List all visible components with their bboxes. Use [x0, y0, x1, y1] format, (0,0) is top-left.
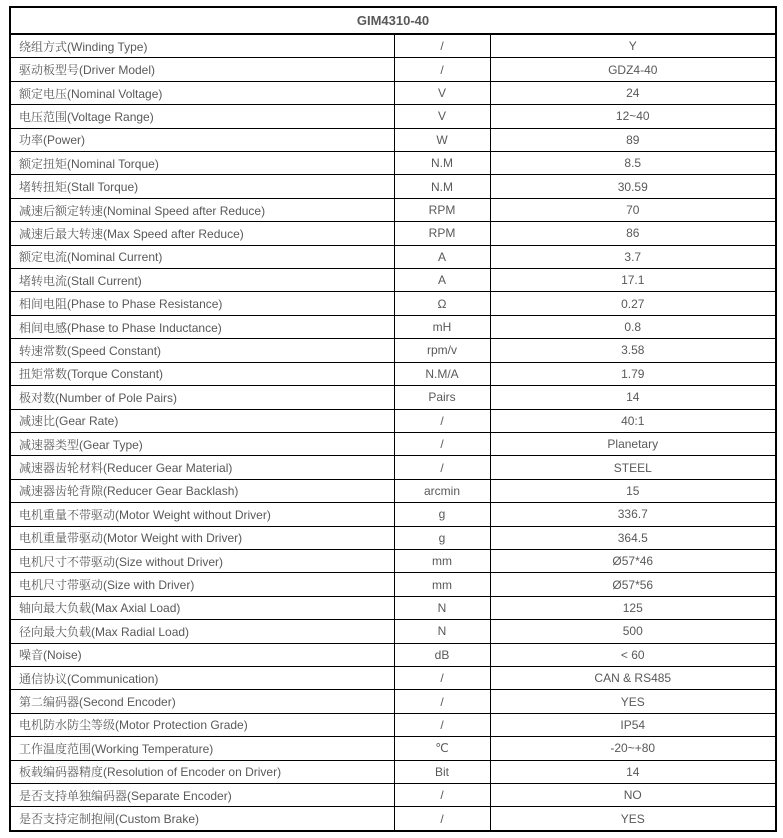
- row-unit: ℃: [394, 737, 490, 760]
- row-parameter-label: 绕组方式(Winding Type): [10, 34, 394, 58]
- table-row: [10, 456, 776, 479]
- row-unit: N: [394, 596, 490, 619]
- row-parameter-label: 减速器类型(Gear Type): [10, 432, 394, 455]
- table-title-row: [10, 7, 776, 34]
- row-value: 12~40: [490, 105, 776, 128]
- row-parameter-label: 额定扭矩(Nominal Torque): [10, 152, 394, 175]
- table-row: [10, 386, 776, 409]
- row-unit: /: [394, 690, 490, 713]
- row-value: 70: [490, 198, 776, 221]
- row-value: 500: [490, 620, 776, 643]
- row-value: 24: [490, 81, 776, 104]
- row-value: 14: [490, 760, 776, 783]
- row-unit: N: [394, 620, 490, 643]
- row-unit: A: [394, 245, 490, 268]
- row-value: 0.27: [490, 292, 776, 315]
- row-parameter-label: 是否支持单独编码器(Separate Encoder): [10, 784, 394, 807]
- table-row: [10, 409, 776, 432]
- row-parameter-label: 电机重量带驱动(Motor Weight with Driver): [10, 526, 394, 549]
- row-parameter-label: 电机重量不带驱动(Motor Weight without Driver): [10, 503, 394, 526]
- row-value: 336.7: [490, 503, 776, 526]
- row-unit: N.M: [394, 175, 490, 198]
- row-parameter-label: 极对数(Number of Pole Pairs): [10, 386, 394, 409]
- row-parameter-label: 堵转电流(Stall Current): [10, 269, 394, 292]
- table-row: [10, 596, 776, 619]
- row-parameter-label: 电压范围(Voltage Range): [10, 105, 394, 128]
- table-row: [10, 549, 776, 572]
- row-value: -20~+80: [490, 737, 776, 760]
- table-row: [10, 58, 776, 81]
- row-unit: /: [394, 34, 490, 58]
- row-parameter-label: 板载编码器精度(Resolution of Encoder on Driver): [10, 760, 394, 783]
- table-row: [10, 175, 776, 198]
- row-value: 30.59: [490, 175, 776, 198]
- table-title: GIM4310-40: [10, 7, 776, 34]
- row-value: NO: [490, 784, 776, 807]
- table-row: [10, 362, 776, 385]
- row-parameter-label: 额定电压(Nominal Voltage): [10, 81, 394, 104]
- row-value: GDZ4-40: [490, 58, 776, 81]
- table-row: [10, 432, 776, 455]
- row-parameter-label: 电机防水防尘等级(Motor Protection Grade): [10, 713, 394, 736]
- row-unit: g: [394, 503, 490, 526]
- row-parameter-label: 第二编码器(Second Encoder): [10, 690, 394, 713]
- row-unit: RPM: [394, 222, 490, 245]
- row-value: YES: [490, 690, 776, 713]
- row-value: Y: [490, 34, 776, 58]
- row-value: 3.7: [490, 245, 776, 268]
- row-parameter-label: 功率(Power): [10, 128, 394, 151]
- row-value: 0.8: [490, 315, 776, 338]
- row-value: Planetary: [490, 432, 776, 455]
- row-unit: Bit: [394, 760, 490, 783]
- row-value: 17.1: [490, 269, 776, 292]
- row-parameter-label: 堵转扭矩(Stall Torque): [10, 175, 394, 198]
- table-row: [10, 526, 776, 549]
- row-parameter-label: 通信协议(Communication): [10, 666, 394, 689]
- row-unit: Pairs: [394, 386, 490, 409]
- row-unit: rpm/v: [394, 339, 490, 362]
- row-unit: Ω: [394, 292, 490, 315]
- row-parameter-label: 额定电流(Nominal Current): [10, 245, 394, 268]
- table-row: [10, 198, 776, 221]
- row-value: IP54: [490, 713, 776, 736]
- row-value: 125: [490, 596, 776, 619]
- row-unit: RPM: [394, 198, 490, 221]
- row-value: Ø57*56: [490, 573, 776, 596]
- row-value: 15: [490, 479, 776, 502]
- row-unit: mm: [394, 573, 490, 596]
- row-unit: arcmin: [394, 479, 490, 502]
- row-unit: V: [394, 105, 490, 128]
- table-row: [10, 81, 776, 104]
- row-value: STEEL: [490, 456, 776, 479]
- row-unit: mH: [394, 315, 490, 338]
- row-parameter-label: 是否支持定制抱闸(Custom Brake): [10, 807, 394, 831]
- spec-table: [9, 6, 777, 832]
- row-unit: W: [394, 128, 490, 151]
- table-row: [10, 479, 776, 502]
- table-row: [10, 573, 776, 596]
- table-row: [10, 784, 776, 807]
- row-value: YES: [490, 807, 776, 831]
- row-value: Ø57*46: [490, 549, 776, 572]
- row-parameter-label: 减速后额定转速(Nominal Speed after Reduce): [10, 198, 394, 221]
- row-parameter-label: 转速常数(Speed Constant): [10, 339, 394, 362]
- row-value: 1.79: [490, 362, 776, 385]
- row-value: 40:1: [490, 409, 776, 432]
- table-row: [10, 666, 776, 689]
- row-value: CAN & RS485: [490, 666, 776, 689]
- table-row: [10, 760, 776, 783]
- row-parameter-label: 电机尺寸不带驱动(Size without Driver): [10, 549, 394, 572]
- row-unit: /: [394, 666, 490, 689]
- row-unit: N.M: [394, 152, 490, 175]
- row-parameter-label: 噪音(Noise): [10, 643, 394, 666]
- row-parameter-label: 相间电阻(Phase to Phase Resistance): [10, 292, 394, 315]
- row-parameter-label: 轴向最大负载(Max Axial Load): [10, 596, 394, 619]
- row-value: 8.5: [490, 152, 776, 175]
- row-parameter-label: 扭矩常数(Torque Constant): [10, 362, 394, 385]
- row-value: 89: [490, 128, 776, 151]
- row-unit: /: [394, 713, 490, 736]
- row-unit: A: [394, 269, 490, 292]
- row-parameter-label: 相间电感(Phase to Phase Inductance): [10, 315, 394, 338]
- row-parameter-label: 减速比(Gear Rate): [10, 409, 394, 432]
- row-unit: /: [394, 784, 490, 807]
- row-unit: dB: [394, 643, 490, 666]
- table-row: [10, 339, 776, 362]
- table-row: [10, 34, 776, 58]
- table-row: [10, 152, 776, 175]
- table-row: [10, 245, 776, 268]
- row-parameter-label: 驱动板型号(Driver Model): [10, 58, 394, 81]
- table-row: [10, 222, 776, 245]
- row-unit: /: [394, 456, 490, 479]
- table-row: [10, 315, 776, 338]
- row-parameter-label: 减速后最大转速(Max Speed after Reduce): [10, 222, 394, 245]
- row-value: 364.5: [490, 526, 776, 549]
- table-row: [10, 713, 776, 736]
- row-unit: /: [394, 432, 490, 455]
- table-row: [10, 503, 776, 526]
- row-value: 86: [490, 222, 776, 245]
- table-row: [10, 269, 776, 292]
- row-parameter-label: 减速器齿轮背隙(Reducer Gear Backlash): [10, 479, 394, 502]
- row-unit: g: [394, 526, 490, 549]
- table-row: [10, 292, 776, 315]
- table-row: [10, 105, 776, 128]
- table-row: [10, 620, 776, 643]
- table-row: [10, 690, 776, 713]
- table-row: [10, 737, 776, 760]
- row-parameter-label: 减速器齿轮材料(Reducer Gear Material): [10, 456, 394, 479]
- row-unit: /: [394, 807, 490, 831]
- row-unit: /: [394, 409, 490, 432]
- table-row: [10, 128, 776, 151]
- table-row: [10, 807, 776, 831]
- row-unit: /: [394, 58, 490, 81]
- row-parameter-label: 径向最大负载(Max Radial Load): [10, 620, 394, 643]
- row-parameter-label: 工作温度范围(Working Temperature): [10, 737, 394, 760]
- row-parameter-label: 电机尺寸带驱动(Size with Driver): [10, 573, 394, 596]
- table-row: [10, 643, 776, 666]
- row-value: < 60: [490, 643, 776, 666]
- row-value: 14: [490, 386, 776, 409]
- row-value: 3.58: [490, 339, 776, 362]
- row-unit: mm: [394, 549, 490, 572]
- row-unit: N.M/A: [394, 362, 490, 385]
- row-unit: V: [394, 81, 490, 104]
